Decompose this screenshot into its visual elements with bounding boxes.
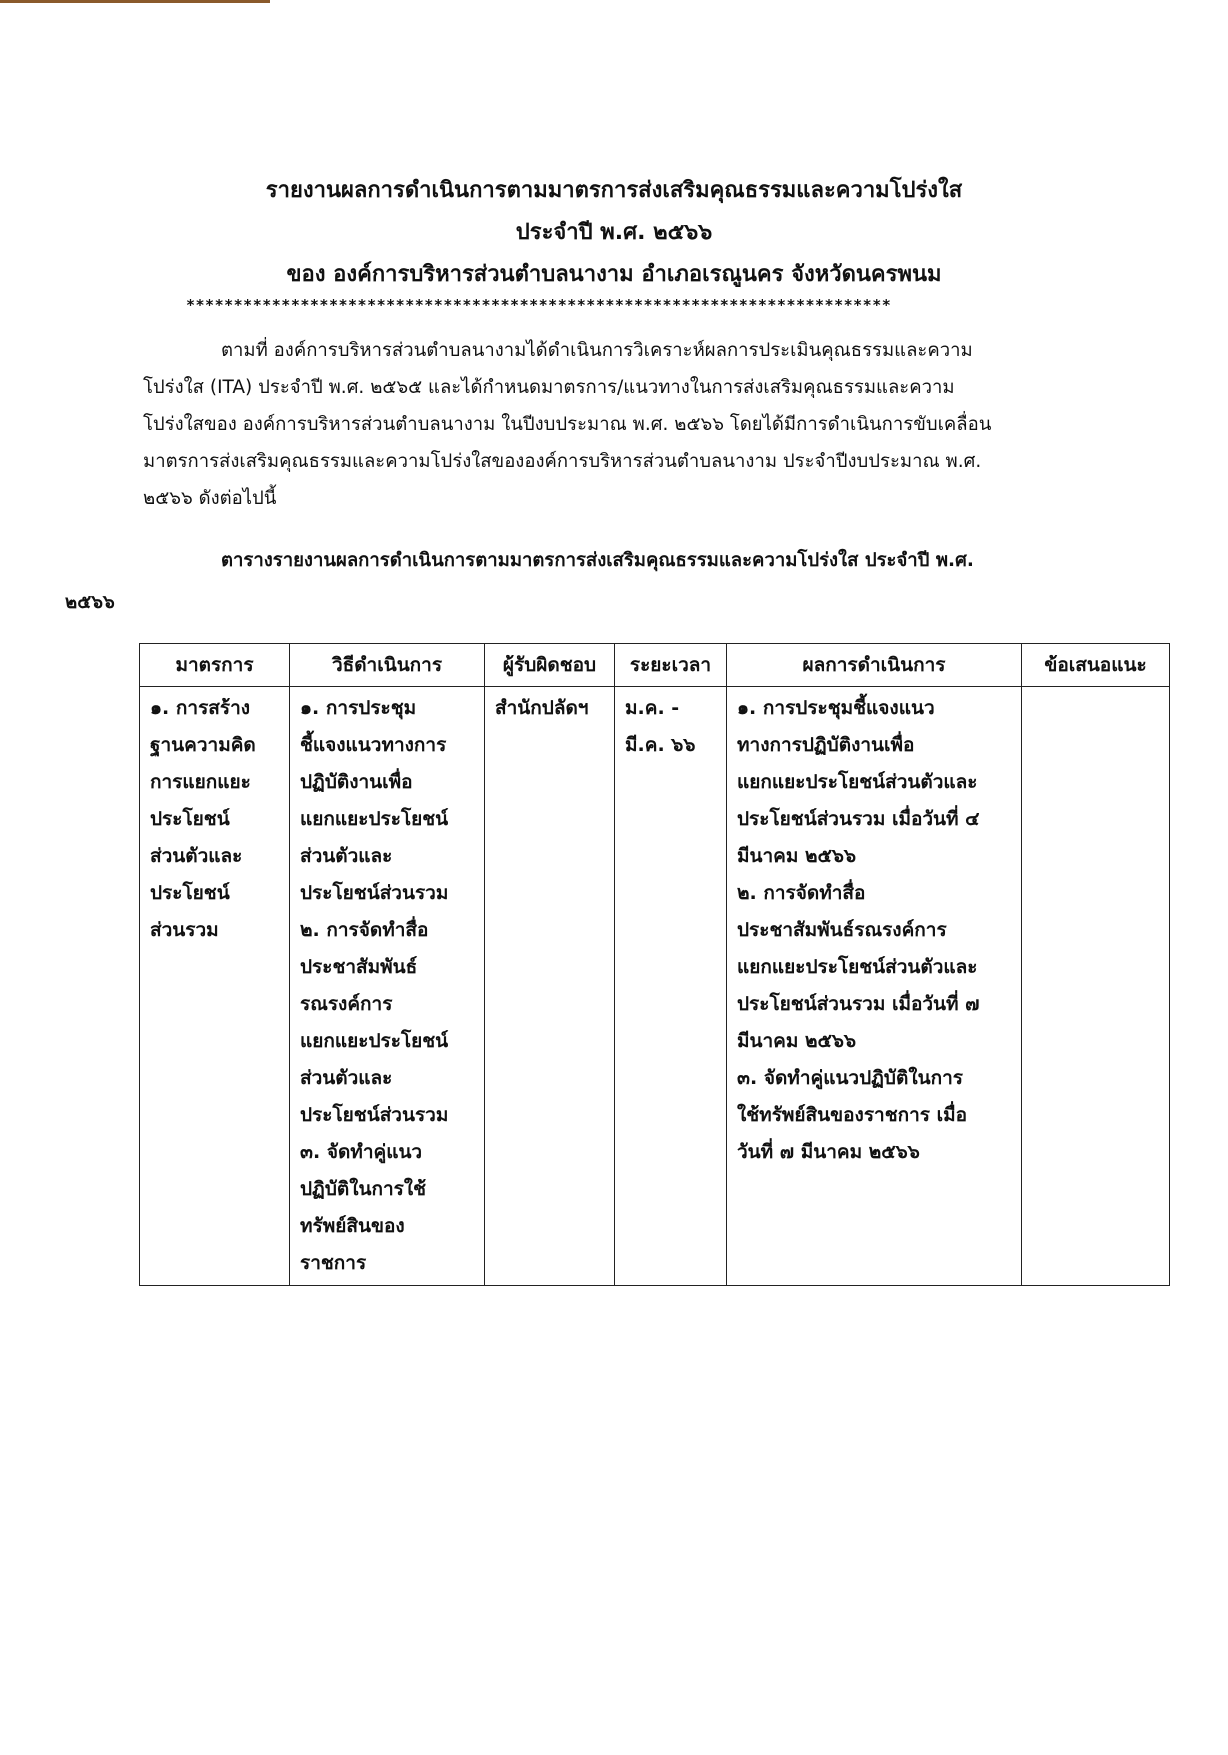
header-result: ผลการดำเนินการ — [727, 644, 1022, 687]
cell-line: ส่วนรวม — [150, 919, 219, 941]
cell-line: ทรัพย์สินของ — [300, 1215, 405, 1237]
cell-line: ๑. การประชุมชี้แจงแนว — [737, 697, 935, 719]
table-header-row — [140, 644, 1170, 687]
table-caption-line: ตารางรายงานผลการดำเนินการตามมาตรการส่งเสริมคุณธรรมและความโปร่งใส ประจำปี พ.ศ. — [221, 550, 974, 571]
cell-line: การแยกแยะ — [150, 771, 251, 793]
cell-line: ประโยชน์ส่วนรวม เมื่อวันที่ ๔ — [737, 808, 980, 830]
cell-line: ใช้ทรัพย์สินของราชการ เมื่อ — [737, 1104, 968, 1126]
cell-line: ประชาสัมพันธ์ — [300, 956, 418, 978]
cell-line: แยกแยะประโยชน์ — [300, 808, 449, 830]
cell-line: ประโยชน์ส่วนรวม — [300, 1104, 449, 1126]
cell-line: วันที่ ๗ มีนาคม ๒๕๖๖ — [737, 1141, 920, 1163]
intro-paragraph — [143, 332, 1083, 517]
cell-measure — [140, 687, 290, 1286]
cell-line: ๑. การสร้าง — [150, 697, 251, 719]
cell-line: สำนักปลัดฯ — [495, 697, 589, 719]
cell-line: ๓. จัดทำคู่แนวปฏิบัติในการ — [737, 1067, 963, 1089]
cell-line: ส่วนตัวและ — [300, 845, 393, 867]
header-responsible: ผู้รับผิดชอบ — [485, 644, 615, 687]
cell-line: ๒. การจัดทำสื่อ — [737, 882, 866, 904]
star-separator: ************************************************************************** — [186, 296, 892, 314]
header-method: วิธีดำเนินการ — [290, 644, 485, 687]
intro-line: มาตรการส่งเสริมคุณธรรมและความโปร่งใสขององค์การบริหารส่วนตำบลนางาม ประจำปีงบประมาณ พ.ศ. — [143, 451, 982, 472]
intro-line: โปร่งใสของ องค์การบริหารส่วนตำบลนางาม ในปีงบประมาณ พ.ศ. ๒๕๖๖ โดยได้มีการดำเนินการขับเคลื่อน — [143, 414, 992, 435]
cell-line: ชี้แจงแนวทางการ — [300, 734, 447, 756]
cell-line: ประโยชน์ส่วนรวม — [300, 882, 449, 904]
cell-line: ปฏิบัติงานเพื่อ — [300, 771, 413, 793]
cell-suggestion — [1022, 687, 1170, 1286]
table-caption — [65, 540, 1083, 624]
header-measure: มาตรการ — [140, 644, 290, 687]
cell-line: มีนาคม ๒๕๖๖ — [737, 845, 857, 867]
cell-line: ๓. จัดทำคู่แนว — [300, 1141, 423, 1163]
report-header — [0, 170, 1228, 296]
cell-line: แยกแยะประโยชน์ — [300, 1030, 449, 1052]
report-organization: ของ องค์การบริหารส่วนตำบลนางาม อำเภอเรณูนคร จังหวัดนครพนม — [286, 262, 942, 287]
cell-line: ประโยชน์ส่วนรวม เมื่อวันที่ ๗ — [737, 993, 980, 1015]
cell-line: ส่วนตัวและ — [300, 1067, 393, 1089]
report-title: รายงานผลการดำเนินการตามมาตรการส่งเสริมคุณธรรมและความโปร่งใส — [265, 178, 963, 203]
cell-method — [290, 687, 485, 1286]
cell-line: ฐานความคิด — [150, 734, 256, 756]
cell-line: ราชการ — [300, 1252, 367, 1274]
cell-line: ประชาสัมพันธ์รณรงค์การ — [737, 919, 947, 941]
cell-line: ปฏิบัติในการใช้ — [300, 1178, 427, 1200]
intro-line: ตามที่ องค์การบริหารส่วนตำบลนางามได้ดำเนินการวิเคราะห์ผลการประเมินคุณธรรมและความ — [221, 340, 973, 361]
report-year: ประจำปี พ.ศ. ๒๕๖๖ — [515, 220, 713, 245]
cell-line: ๑. การประชุม — [300, 697, 417, 719]
cell-line: มีนาคม ๒๕๖๖ — [737, 1030, 857, 1052]
cell-line: แยกแยะประโยชน์ส่วนตัวและ — [737, 956, 978, 978]
cell-line: มี.ค. ๖๖ — [625, 734, 696, 756]
cell-line: ม.ค. - — [625, 697, 680, 719]
intro-line: ๒๕๖๖ ดังต่อไปนี้ — [143, 488, 277, 509]
table-row — [140, 687, 1170, 1286]
header-suggestion: ข้อเสนอแนะ — [1022, 644, 1170, 687]
intro-line: โปร่งใส (ITA) ประจำปี พ.ศ. ๒๕๖๕ และได้กำหนดมาตรการ/แนวทางในการส่งเสริมคุณธรรมและความ — [143, 377, 955, 398]
cell-period — [615, 687, 727, 1286]
cell-line: ประโยชน์ — [150, 882, 230, 904]
cell-result — [727, 687, 1022, 1286]
cell-line: ทางการปฏิบัติงานเพื่อ — [737, 734, 915, 756]
cell-line: ประโยชน์ — [150, 808, 230, 830]
cell-line: รณรงค์การ — [300, 993, 393, 1015]
table-caption-year: ๒๕๖๖ — [65, 592, 115, 613]
page-edge-mark — [0, 0, 270, 3]
results-table — [139, 643, 1170, 1286]
cell-responsible — [485, 687, 615, 1286]
header-period: ระยะเวลา — [615, 644, 727, 687]
cell-line: ส่วนตัวและ — [150, 845, 243, 867]
cell-line: ๒. การจัดทำสื่อ — [300, 919, 429, 941]
cell-line: แยกแยะประโยชน์ส่วนตัวและ — [737, 771, 978, 793]
